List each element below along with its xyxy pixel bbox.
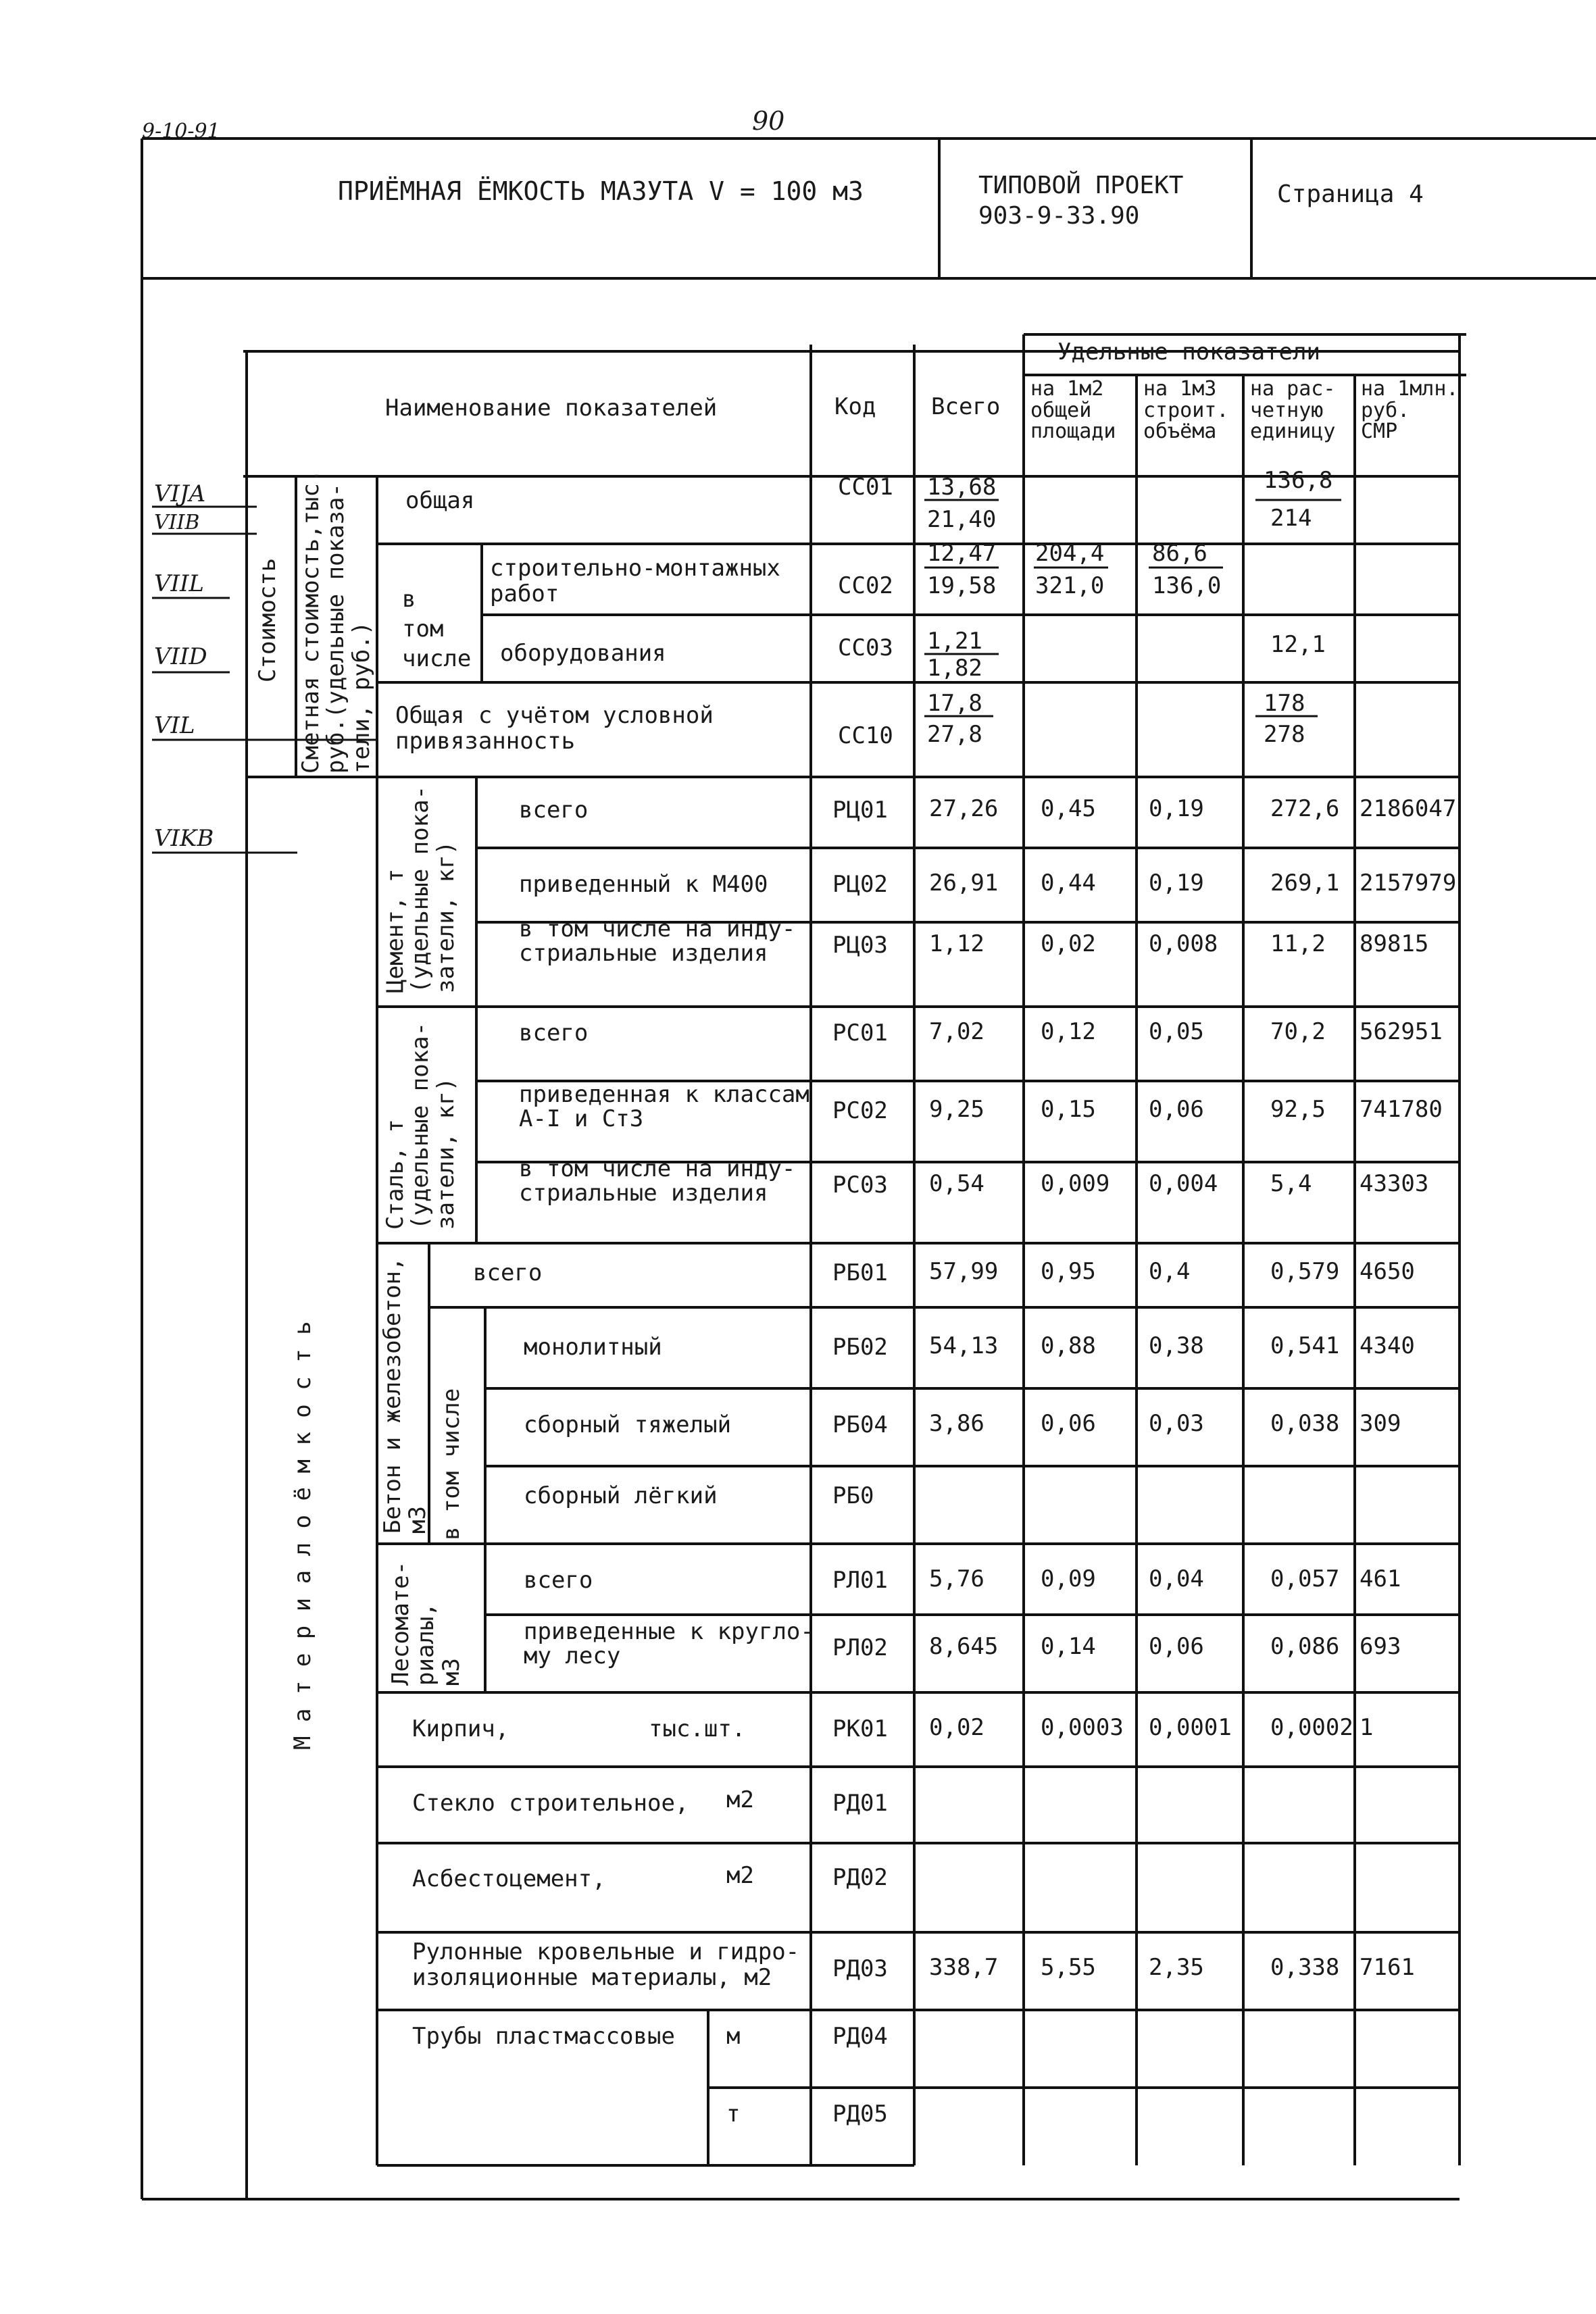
row-code: СС10	[838, 722, 893, 749]
cell-m2: 0,15	[1041, 1096, 1096, 1123]
cell-total: 1,21	[927, 628, 982, 655]
cell-total: 12,47	[927, 540, 997, 567]
row-code: РБ0	[832, 1482, 874, 1509]
row-unit-label: т	[726, 2101, 741, 2128]
cell-m3: 0,0001	[1149, 1714, 1232, 1741]
cell-unit: 136,8	[1264, 467, 1333, 494]
cell-m2: 0,88	[1041, 1332, 1096, 1359]
row-name: в том числе на инду-	[519, 915, 796, 942]
cell-m3: 0,4	[1149, 1258, 1191, 1285]
cell-unit: 0,541	[1270, 1332, 1340, 1359]
row-name: всего	[524, 1567, 593, 1594]
header-per-m3: на 1м3 строит. объёма	[1143, 377, 1229, 443]
cell-total: 7,02	[929, 1018, 984, 1045]
cell-total: 27,8	[927, 721, 982, 748]
project-code: 903-9-33.90	[978, 202, 1140, 230]
row-name: Общая с учётом условной привязанность	[395, 702, 714, 755]
row-code: РБ01	[832, 1259, 888, 1286]
cell-unit: 70,2	[1270, 1018, 1326, 1045]
cell-m3: 2,35	[1149, 1954, 1204, 1981]
cell-total: 13,68	[927, 474, 997, 501]
cell-per-m3: 136,0	[1152, 572, 1222, 599]
cell-m3: 0,03	[1149, 1410, 1204, 1437]
row-code: РД01	[832, 1790, 888, 1817]
row-name: всего	[519, 1020, 589, 1047]
group-steel-label: Сталь, т (удельные пока- затели, кг)	[382, 1022, 459, 1230]
row-name: в том числе на инду-	[519, 1155, 796, 1182]
in-that-label: в том числе	[402, 586, 472, 673]
cell-unit: 178	[1264, 690, 1305, 717]
cell-m2: 0,14	[1041, 1633, 1096, 1660]
cell-m2: 0,45	[1041, 795, 1096, 822]
cell-m2: 0,02	[1041, 930, 1096, 957]
row-code: РЦ02	[832, 871, 888, 898]
cell-total: 0,54	[929, 1170, 984, 1197]
sheet-number: Страница 4	[1277, 180, 1424, 208]
cell-m3: 0,004	[1149, 1170, 1218, 1197]
cell-unit: 0,038	[1270, 1410, 1340, 1437]
cell-total: 27,26	[929, 795, 999, 822]
row-name: приведенная к классам	[519, 1081, 809, 1108]
cell-mln: 309	[1360, 1410, 1401, 1437]
row-code: РД04	[832, 2023, 888, 2050]
row-name: стриальные изделия	[519, 1180, 768, 1207]
cell-m3: 0,06	[1149, 1096, 1204, 1123]
row-code: РБ04	[832, 1411, 888, 1438]
row-code: РБ02	[832, 1334, 888, 1361]
row-unit-label: м	[726, 2023, 741, 2050]
row-unit-label: м2	[726, 1862, 754, 1889]
cell-total: 54,13	[929, 1332, 999, 1359]
revision-mark: VIJA	[154, 480, 206, 507]
row-name: Асбестоцемент,	[412, 1865, 606, 1892]
row-name: приведенный к М400	[519, 871, 768, 898]
row-code: РС03	[832, 1172, 888, 1199]
row-code: РЦ01	[832, 797, 888, 824]
cell-unit: 272,6	[1270, 795, 1340, 822]
row-code: РЦ03	[832, 932, 888, 959]
row-name: общая	[405, 487, 475, 514]
cell-m2: 5,55	[1041, 1954, 1096, 1981]
cell-total: 0,02	[929, 1714, 984, 1741]
cell-unit: 269,1	[1270, 870, 1340, 897]
cell-total: 17,8	[927, 690, 982, 717]
row-code: РС01	[832, 1020, 888, 1047]
row-name: Рулонные кровельные и гидро- изоляционные материалы, м2	[412, 1938, 800, 1992]
cell-m3: 0,05	[1149, 1018, 1204, 1045]
cell-m3: 0,04	[1149, 1565, 1204, 1592]
cell-m2: 0,44	[1041, 870, 1096, 897]
row-name: строительно-монтажных работ	[490, 555, 780, 608]
cell-m3: 0,38	[1149, 1332, 1204, 1359]
revision-mark: VIL	[154, 712, 195, 739]
row-code: РК01	[832, 1715, 888, 1742]
cell-m2: 0,09	[1041, 1565, 1096, 1592]
group-cost-label: Стоимость	[254, 557, 281, 682]
document-title: ПРИЁМНАЯ ЁМКОСТЬ МАЗУТА V = 100 м3	[338, 176, 864, 206]
cell-per-m2: 204,4	[1035, 540, 1105, 567]
cell-mln: 4340	[1360, 1332, 1415, 1359]
header-per-unit: на рас- четную единицу	[1250, 377, 1336, 443]
group-concrete-label: Бетон и железобетон, м3	[379, 1257, 432, 1534]
cell-mln: 1	[1360, 1714, 1374, 1741]
row-unit-label: тыс.шт.	[649, 1715, 746, 1742]
cell-per-m2: 321,0	[1035, 572, 1105, 599]
revision-mark: VIKB	[154, 825, 214, 852]
group-cement-label: Цемент, т (удельные пока- затели, кг)	[382, 785, 459, 993]
cell-m3: 0,06	[1149, 1633, 1204, 1660]
page-number: 90	[752, 106, 785, 136]
cell-total: 57,99	[929, 1258, 999, 1285]
cell-total: 9,25	[929, 1096, 984, 1123]
cell-total: 19,58	[927, 572, 997, 599]
group-material-label: М а т е р и а л о ё м к о с т ь	[289, 1321, 316, 1750]
cell-m2: 0,12	[1041, 1018, 1096, 1045]
group-cost-sub: Сметная стоимость,тыс. руб.(удельные показа- тели, руб.)	[297, 469, 375, 774]
cell-mln: 461	[1360, 1565, 1401, 1592]
cell-m3: 0,19	[1149, 795, 1204, 822]
cell-unit: 0,086	[1270, 1633, 1340, 1660]
row-code: РД02	[832, 1864, 888, 1891]
cell-m2: 0,95	[1041, 1258, 1096, 1285]
cell-mln: 89815	[1360, 930, 1429, 957]
cell-unit: 214	[1270, 505, 1312, 532]
row-code: СС02	[838, 572, 893, 599]
row-code: РЛ01	[832, 1567, 888, 1594]
cell-m2: 0,06	[1041, 1410, 1096, 1437]
row-name: сборный лёгкий	[524, 1482, 718, 1509]
cell-mln: 43303	[1360, 1170, 1429, 1197]
revision-mark: VIIB	[154, 511, 200, 534]
header-code: Код	[834, 393, 876, 420]
cell-total: 26,91	[929, 870, 999, 897]
cell-total: 1,12	[929, 930, 984, 957]
cell-unit: 5,4	[1270, 1170, 1312, 1197]
cell-total: 8,645	[929, 1633, 999, 1660]
cell-mln: 2186047	[1360, 795, 1457, 822]
cell-m3: 0,19	[1149, 870, 1204, 897]
cell-unit: 11,2	[1270, 930, 1326, 957]
cell-m3: 0,008	[1149, 930, 1218, 957]
cell-total: 1,82	[927, 655, 982, 682]
revision-mark: VIID	[154, 643, 207, 670]
row-code: СС03	[838, 634, 893, 661]
row-code: РС02	[832, 1097, 888, 1124]
row-name: оборудования	[500, 640, 666, 667]
cell-total: 338,7	[929, 1954, 999, 1981]
cell-total: 21,40	[927, 506, 997, 533]
cell-mln: 693	[1360, 1633, 1401, 1660]
row-name: Трубы пластмассовые	[412, 2023, 675, 2050]
row-name: сборный тяжелый	[524, 1411, 732, 1438]
row-unit-label: м2	[726, 1786, 754, 1813]
project-label: ТИПОВОЙ ПРОЕКТ	[978, 172, 1184, 199]
row-name: всего	[473, 1259, 543, 1286]
row-code: РЛ02	[832, 1634, 888, 1661]
group-timber-label: Лесомате- риалы, м3	[387, 1561, 465, 1686]
cell-unit: 12,1	[1270, 631, 1326, 658]
row-name: приведенные к кругло-	[524, 1618, 814, 1645]
cell-unit: 0,338	[1270, 1954, 1340, 1981]
row-code: РД05	[832, 2101, 888, 2128]
cell-total: 3,86	[929, 1410, 984, 1437]
cell-mln: 4650	[1360, 1258, 1415, 1285]
cell-unit: 0,057	[1270, 1565, 1340, 1592]
header-per-m2: на 1м2 общей площади	[1030, 377, 1116, 443]
cell-unit: 92,5	[1270, 1096, 1326, 1123]
cell-unit: 0,0002	[1270, 1714, 1353, 1741]
group-concrete-sub: в том числе	[438, 1388, 465, 1540]
doc-number: 9-10-91	[142, 120, 220, 143]
cell-m2: 0,0003	[1041, 1714, 1124, 1741]
cell-unit: 0,579	[1270, 1258, 1340, 1285]
header-per-mln: на 1млн. руб. СМР	[1361, 377, 1459, 443]
header-total: Всего	[931, 393, 1001, 420]
cell-per-m3: 86,6	[1152, 540, 1207, 567]
cell-mln: 741780	[1360, 1096, 1443, 1123]
row-name: му лесу	[524, 1642, 621, 1669]
revision-mark: VIIL	[154, 570, 204, 597]
row-name: Кирпич,	[412, 1715, 509, 1742]
header-specific: Удельные показатели	[1057, 338, 1320, 366]
cell-mln: 562951	[1360, 1018, 1443, 1045]
row-name: А-I и Ст3	[519, 1105, 644, 1132]
row-name: монолитный	[524, 1334, 662, 1361]
cell-unit: 278	[1264, 721, 1305, 748]
row-name: всего	[519, 797, 589, 824]
cell-mln: 2157979	[1360, 870, 1457, 897]
cell-m2: 0,009	[1041, 1170, 1110, 1197]
cell-mln: 7161	[1360, 1954, 1415, 1981]
header-name: Наименование показателей	[385, 395, 718, 422]
row-name: Стекло строительное,	[412, 1790, 689, 1817]
row-code: СС01	[838, 474, 893, 501]
row-code: РД03	[832, 1955, 888, 1982]
cell-total: 5,76	[929, 1565, 984, 1592]
row-name: стриальные изделия	[519, 940, 768, 967]
